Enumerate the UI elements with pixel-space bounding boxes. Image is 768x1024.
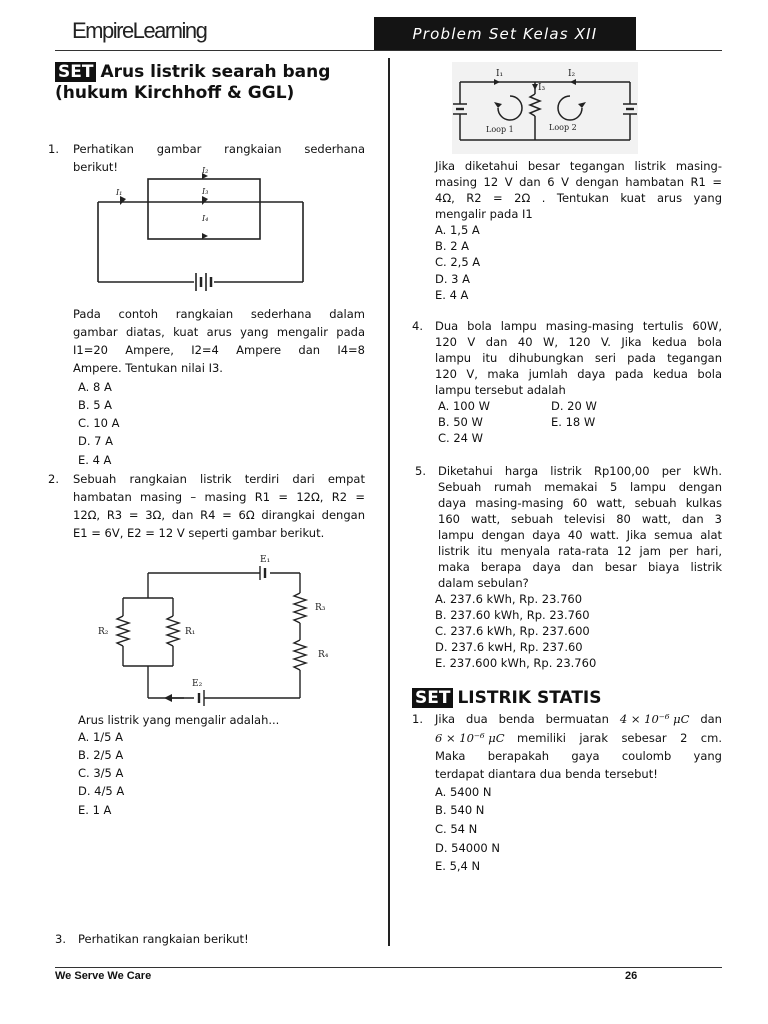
label-r4: R₄ (318, 650, 329, 660)
q2-question: Arus listrik yang mengalir adalah... (78, 713, 280, 727)
word: bermuatan (545, 712, 609, 726)
label-e2: E₂ (192, 679, 203, 689)
q3-line1: Jika diketahui besar tegangan listrik masing- (435, 159, 722, 173)
q5-option-b[interactable]: B. 237.60 kWh, Rp. 23.760 (435, 608, 590, 622)
q1-option-c[interactable]: C. 10 A (78, 416, 120, 430)
q5-option-d[interactable]: D. 237.6 kwH, Rp. 237.60 (435, 640, 583, 654)
q3-line3: 4Ω, R2 = 2Ω . Tentukan kuat arus yang (435, 191, 722, 205)
q5-line3: daya masing-masing 60 watt, sebuah kulkas (438, 496, 722, 510)
label-i1: I₁ (116, 188, 123, 197)
q4-line5: lampu tersebut adalah (435, 383, 566, 397)
q5-line6: listrik itu menyala rata-rata 12 jam per hari, (438, 544, 722, 558)
s2q1-option-b[interactable]: B. 540 N (435, 803, 485, 817)
q5-line1: Diketahui harga listrik Rp100,00 per kWh. (438, 464, 722, 478)
column-divider (388, 58, 390, 946)
q3-circuit-diagram (452, 62, 638, 154)
section-tag: SET (55, 62, 96, 82)
q2-line3: 12Ω, R3 = 3Ω, dan R4 = 6Ω dirangkai dengan (73, 508, 365, 522)
s2q1-line2-rest: memiliki jarak sebesar 2 cm. (517, 731, 722, 745)
s2q1-option-a[interactable]: A. 5400 N (435, 785, 492, 799)
q1-intro-line2: berikut! (73, 160, 119, 174)
label-loop1: Loop 1 (486, 125, 514, 134)
brand-logo: EmpireLearning (72, 18, 207, 43)
q4-option-d[interactable]: D. 20 W (551, 399, 597, 413)
q3-line4: mengalir pada I1 (435, 207, 533, 221)
q2-option-c[interactable]: C. 3/5 A (78, 766, 124, 780)
footer-divider (55, 967, 722, 968)
q4-option-a[interactable]: A. 100 W (438, 399, 490, 413)
q3-option-e[interactable]: E. 4 A (435, 288, 469, 302)
q2-line4: E1 = 6V, E2 = 12 V seperti gambar berikut. (73, 526, 325, 540)
q3-option-d[interactable]: D. 3 A (435, 272, 471, 286)
q4-line3: lampu itu dihubungkan seri pada tegangan (435, 351, 722, 365)
q1-option-d[interactable]: D. 7 A (78, 434, 114, 448)
q1-body-line1: Pada contoh rangkaian sederhana dalam (73, 307, 365, 321)
q4-option-c[interactable]: C. 24 W (438, 431, 484, 445)
s2q1-line1 (435, 710, 722, 728)
q2-line1: Sebuah rangkaian listrik terdiri dari empat (73, 472, 365, 486)
q5-option-a[interactable]: A. 237.6 kWh, Rp. 23.760 (435, 592, 583, 606)
header-divider (55, 50, 722, 51)
q1-intro-line1: Perhatikan gambar rangkaian sederhana (73, 142, 365, 156)
question-number: 4. (412, 319, 423, 333)
label-e1: E₁ (260, 555, 271, 565)
label-r3: R₃ (315, 603, 326, 613)
q2-option-e[interactable]: E. 1 A (78, 803, 112, 817)
q2-option-a[interactable]: A. 1/5 A (78, 730, 124, 744)
label-loop2: Loop 2 (549, 123, 577, 132)
section-tag: SET (412, 688, 453, 708)
q5-line2: Sebuah rumah memakai 5 lampu dengan (438, 480, 722, 494)
q1-option-e[interactable]: E. 4 A (78, 453, 112, 467)
q2-circuit-diagram (88, 548, 338, 708)
word: Jika (435, 712, 456, 726)
question-number: 2. (48, 472, 59, 486)
question-number: 1. (412, 712, 423, 726)
q4-option-e[interactable]: E. 18 W (551, 415, 596, 429)
section-title-text: Arus listrik searah bang (hukum Kirchhoff & GGL) (55, 62, 331, 103)
q1-body-line2: gambar diatas, kuat arus yang mengalir pada (73, 325, 365, 339)
s2q1-line4: terdapat diantara dua benda tersebut! (435, 767, 658, 781)
q1-body-line4: Ampere. Tentukan nilai I3. (73, 361, 223, 375)
page-number: 26 (625, 970, 638, 982)
q5-line8: dalam sebulan? (438, 576, 529, 590)
word: dan (700, 712, 722, 726)
s2q1-option-e[interactable]: E. 5,4 N (435, 859, 481, 873)
q3-option-a[interactable]: A. 1,5 A (435, 223, 480, 237)
q4-line1: Dua bola lampu masing-masing tertulis 60W, (435, 319, 722, 333)
q5-option-c[interactable]: C. 237.6 kWh, Rp. 237.600 (435, 624, 590, 638)
s2q1-line2 (435, 729, 722, 747)
question-number: 5. (415, 464, 426, 478)
q2-option-b[interactable]: B. 2/5 A (78, 748, 124, 762)
q2-option-d[interactable]: D. 4/5 A (78, 784, 125, 798)
label-i2: I₂ (568, 69, 576, 79)
q5-line5: lampu dengan daya 40 watt. Jika semua alat (438, 528, 722, 542)
section-title-text: LISTRIK STATIS (457, 688, 602, 708)
q5-option-e[interactable]: E. 237.600 kWh, Rp. 23.760 (435, 656, 597, 670)
q1-circuit-diagram (90, 165, 315, 295)
footer-slogan: We Serve We Care (55, 970, 152, 982)
label-i3: I₃ (538, 83, 546, 93)
question-number: 3. (55, 932, 66, 946)
label-i3: I₃ (202, 187, 209, 196)
label-r2: R₂ (98, 627, 109, 637)
q4-line4: 120 V, maka jumlah daya pada kedua bola (435, 367, 722, 381)
word: dua (466, 712, 488, 726)
charge-1: 4 × 10⁻⁶ μC (619, 712, 690, 726)
label-i4: I₄ (202, 214, 209, 223)
label-i2: I₂ (202, 166, 209, 175)
section-1-title (55, 62, 365, 104)
q4-option-b[interactable]: B. 50 W (438, 415, 483, 429)
s2q1-option-d[interactable]: D. 54000 N (435, 841, 501, 855)
label-r1: R₁ (185, 627, 196, 637)
q3-line2: masing 12 V dan 6 V dengan hambatan R1 = (435, 175, 722, 189)
question-number: 1. (48, 142, 59, 156)
q5-line7: maka berapa daya dan besar biaya listrik (438, 560, 722, 574)
q5-line4: 160 watt, sebuah televisi 80 watt, dan 3 (438, 512, 722, 526)
label-i1: I₁ (496, 69, 504, 79)
q1-option-a[interactable]: A. 8 A (78, 380, 112, 394)
s2q1-line3: Maka berapakah gaya coulomb yang (435, 749, 722, 763)
q1-option-b[interactable]: B. 5 A (78, 398, 113, 412)
q3-option-b[interactable]: B. 2 A (435, 239, 470, 253)
q3-intro: Perhatikan rangkaian berikut! (78, 932, 249, 946)
s2q1-option-c[interactable]: C. 54 N (435, 822, 478, 836)
word: benda (498, 712, 535, 726)
q4-line2: 120 V dan 40 W, 120 V. Jika kedua bola (435, 335, 722, 349)
section-2-title (412, 688, 601, 709)
q2-line2: hambatan masing – masing R1 = 12Ω, R2 = (73, 490, 365, 504)
q3-option-c[interactable]: C. 2,5 A (435, 255, 481, 269)
charge-2: 6 × 10⁻⁶ μC (435, 731, 505, 745)
problem-set-banner: Problem Set Kelas XII (374, 17, 636, 50)
q1-body-line3: I1=20 Ampere, I2=4 Ampere dan I4=8 (73, 343, 365, 357)
